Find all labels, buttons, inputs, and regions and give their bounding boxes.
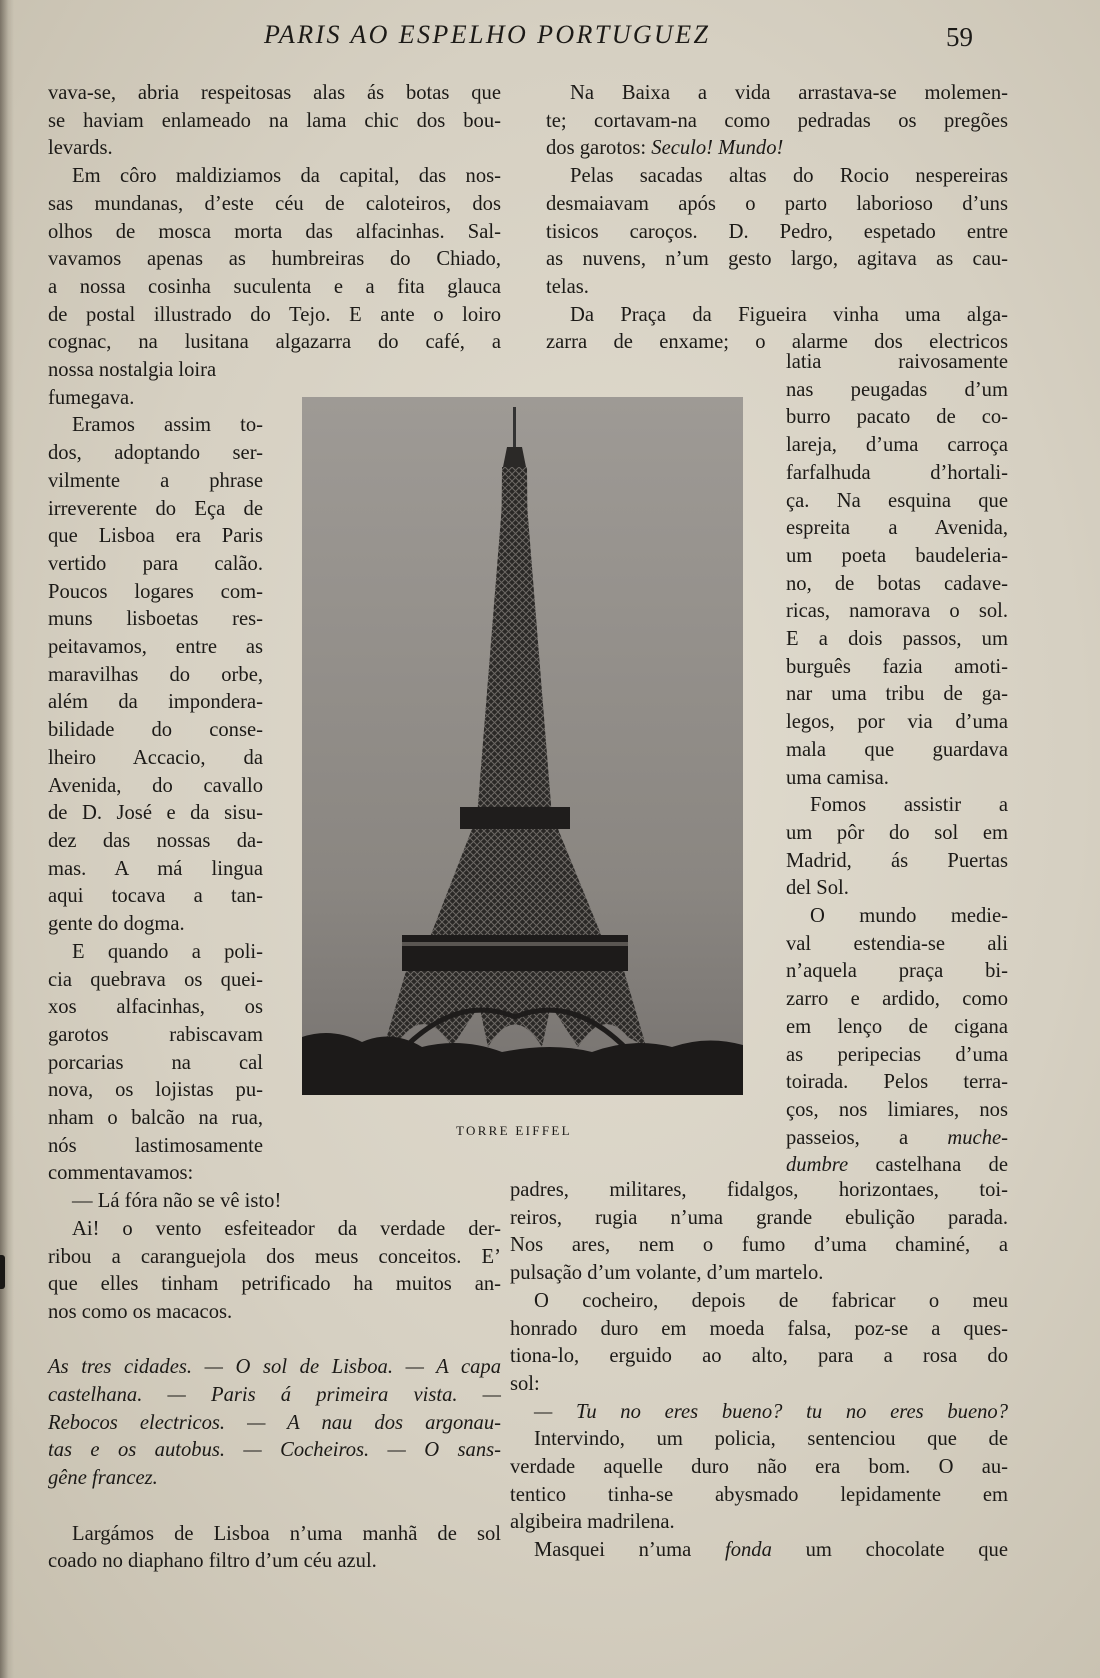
text-line: nós lastimosamente bbox=[48, 1134, 263, 1157]
text-line: nham o balcão na rua, bbox=[48, 1107, 263, 1130]
figure-caption: TORRE EIFFEL bbox=[456, 1123, 572, 1138]
text-line: Avenida, do cavallo bbox=[48, 774, 263, 797]
summary-line: Rebocos electricos. — A nau dos argonau- bbox=[48, 1411, 501, 1434]
text-line: a nossa cosinha suculenta e a fita glauca bbox=[48, 275, 501, 298]
text-line: algibeira madrilena. bbox=[510, 1511, 675, 1534]
text-line: sol: bbox=[510, 1372, 540, 1395]
text-line: Intervindo, um policia, sentenciou que de bbox=[534, 1428, 1008, 1451]
text-line: honrado duro em moeda falsa, poz-se a ques- bbox=[510, 1317, 1008, 1340]
text-line: desmaiavam após o parto laborioso d’uns bbox=[546, 192, 1008, 215]
page-gutter-shadow bbox=[0, 0, 14, 1678]
text-line: O mundo medie- bbox=[810, 905, 1008, 928]
text-line: vava-se, abria respeitosas alas ás botas que bbox=[48, 82, 501, 104]
text-line: levards. bbox=[48, 137, 113, 160]
text-line: burro pacato de co- bbox=[786, 406, 1008, 429]
text-line: O cocheiro, depois de fabricar o meu bbox=[534, 1289, 1008, 1312]
text-line: Largámos de Lisboa n’uma manhã de sol bbox=[72, 1522, 501, 1545]
text-line: — Tu no eres bueno? tu no eres bueno? bbox=[534, 1400, 1008, 1423]
text-line: te; cortavam-na como pedradas os pregões bbox=[546, 109, 1008, 132]
text-line: de postal illustrado do Tejo. E ante o loiro bbox=[48, 303, 501, 326]
text-line: maravilhas do orbe, bbox=[48, 663, 263, 686]
text-line: uma camisa. bbox=[786, 766, 889, 789]
text-line: as peripecias d’uma bbox=[786, 1043, 1008, 1066]
text-line: bilidade do conse- bbox=[48, 719, 263, 742]
text-line: porcarias na cal bbox=[48, 1051, 263, 1074]
text-line: del Sol. bbox=[786, 877, 849, 900]
summary-line: gêne francez. bbox=[48, 1467, 158, 1490]
binding-mark bbox=[0, 1255, 5, 1289]
text-line: espreita a Avenida, bbox=[786, 517, 1008, 540]
text-line: de D. José e da sisu- bbox=[48, 802, 263, 825]
text-line: dos garotos: Seculo! Mundo! bbox=[546, 137, 784, 160]
text-line: dumbre castelhana de bbox=[786, 1154, 1008, 1177]
running-head bbox=[0, 20, 1100, 56]
text-line: gente do dogma. bbox=[48, 913, 185, 936]
text-line: Poucos logares com- bbox=[48, 580, 263, 603]
text-line: commentavamos: bbox=[48, 1162, 194, 1185]
text-line: legos, por via d’uma bbox=[786, 711, 1008, 734]
text-line: aqui tocava a tan- bbox=[48, 885, 263, 908]
text-line: lareja, d’uma carroça bbox=[786, 434, 1008, 457]
text-line: tentico tinha-se abysmado lepidamente em bbox=[510, 1483, 1008, 1506]
text-line: pulsação d’um volante, d’um martelo. bbox=[510, 1262, 824, 1285]
text-line: que Lisboa era Paris bbox=[48, 525, 263, 548]
text-line: n’aquela praça bi- bbox=[786, 960, 1008, 983]
text-line: nar uma tribu de ga- bbox=[786, 683, 1008, 706]
text-line: as nuvens, n’um gesto largo, agitava as cau- bbox=[546, 248, 1008, 271]
text-line: olhos de mosca morta das alfacinhas. Sal- bbox=[48, 220, 501, 243]
text-line: Pelas sacadas altas do Rocio nespereiras bbox=[570, 165, 1008, 188]
text-line: vavamos apenas as humbreiras do Chiado, bbox=[48, 248, 501, 271]
text-line: peitavamos, entre as bbox=[48, 636, 263, 659]
text-line: em lenço de cigana bbox=[786, 1015, 1008, 1038]
text-line: nova, os lojistas pu- bbox=[48, 1079, 263, 1102]
text-line: tiona-lo, erguido ao alto, para a rosa do bbox=[510, 1345, 1008, 1368]
text-line: Fomos assistir a bbox=[810, 794, 1008, 817]
text-line: mala que guardava bbox=[786, 738, 1008, 761]
text-line: fumegava. bbox=[48, 386, 135, 409]
text-line: que elles tinham petrificado ha muitos an- bbox=[48, 1273, 501, 1296]
text-line: passeios, a muche- bbox=[786, 1126, 1008, 1149]
text-line: verdade aquelle duro não era bom. O au- bbox=[510, 1456, 1008, 1479]
text-line: nas peugadas d’um bbox=[786, 378, 1008, 401]
text-line: latia raivosamente bbox=[786, 351, 1008, 373]
eiffel-tower-photo bbox=[302, 397, 743, 1095]
text-line: E quando a poli- bbox=[72, 940, 263, 963]
text-line: telas. bbox=[546, 275, 589, 298]
text-line: Ai! o vento esfeiteador da verdade der- bbox=[72, 1217, 501, 1240]
text-line: reiros, rugia n’uma grande ebulição parada. bbox=[510, 1206, 1008, 1229]
text-line: Em côro maldiziamos da capital, das nos- bbox=[72, 165, 501, 188]
text-line: vertido para calão. bbox=[48, 552, 263, 575]
text-line: Madrid, ás Puertas bbox=[786, 849, 1008, 872]
text-line: lheiro Accacio, da bbox=[48, 746, 263, 769]
text-line: E a dois passos, um bbox=[786, 628, 1008, 651]
text-line: dos, adoptando ser- bbox=[48, 442, 263, 465]
figure bbox=[302, 397, 744, 1095]
text-line: irreverente do Eça de bbox=[48, 497, 263, 520]
running-head-title: PARIS AO ESPELHO PORTUGUEZ bbox=[264, 20, 711, 49]
text-line: cia quebrava os quei- bbox=[48, 968, 263, 991]
text-line: zarro e ardido, como bbox=[786, 988, 1008, 1011]
text-line: Masquei n’uma fonda um chocolate que bbox=[534, 1539, 1008, 1562]
text-line: toirada. Pelos terra- bbox=[786, 1071, 1008, 1094]
text-line: coado no diaphano filtro d’um céu azul. bbox=[48, 1550, 377, 1573]
text-line: sas mundanas, d’este céu de caloteiros, dos bbox=[48, 192, 501, 215]
text-line: nossa nostalgia loira bbox=[48, 359, 217, 382]
text-line: ços, nos limiares, nos bbox=[786, 1098, 1008, 1121]
text-line: cognac, na lusitana algazarra do café, a bbox=[48, 331, 501, 354]
text-line: Nos ares, nem o fumo d’uma chaminé, a bbox=[510, 1234, 1008, 1257]
text-line: mas. A má lingua bbox=[48, 857, 263, 880]
text-line: tisicos caroços. D. Pedro, espetado entre bbox=[546, 220, 1008, 243]
text-line: além da impondera- bbox=[48, 691, 263, 714]
text-line: nos como os macacos. bbox=[48, 1300, 233, 1323]
text-line: burguês fazia amoti- bbox=[786, 655, 1008, 678]
text-line: ribou a caranguejola dos meus conceitos. E’ bbox=[48, 1245, 501, 1268]
text-line: Eramos assim to- bbox=[72, 414, 263, 437]
text-line: Da Praça da Figueira vinha uma alga- bbox=[570, 303, 1008, 326]
summary-line: castelhana. — Paris á primeira vista. — bbox=[48, 1384, 501, 1407]
text-line: — Lá fóra não se vê isto! bbox=[72, 1190, 282, 1213]
text-line: ricas, namorava o sol. bbox=[786, 600, 1008, 623]
text-line: Na Baixa a vida arrastava-se molemen- bbox=[570, 82, 1008, 104]
text-line: padres, militares, fidalgos, horizontaes, toi- bbox=[510, 1179, 1008, 1201]
eiffel-tower-image bbox=[302, 397, 743, 1095]
page-number: 59 bbox=[946, 22, 973, 52]
text-line: um pôr do sol em bbox=[786, 821, 1008, 844]
text-line: um poeta baudeleria- bbox=[786, 544, 1008, 567]
text-line: ça. Na esquina que bbox=[786, 489, 1008, 512]
text-line: vilmente a phrase bbox=[48, 469, 263, 492]
text-line: no, de botas cadave- bbox=[786, 572, 1008, 595]
text-line: se haviam enlameado na lama chic dos bou- bbox=[48, 109, 501, 132]
text-line: garotos rabiscavam bbox=[48, 1023, 263, 1046]
text-line: muns lisboetas res- bbox=[48, 608, 263, 631]
summary-line: tas e os autobus. — Cocheiros. — O sans- bbox=[48, 1439, 501, 1462]
text-line: xos alfacinhas, os bbox=[48, 996, 263, 1019]
text-line: dez das nossas da- bbox=[48, 829, 263, 852]
text-line: farfalhuda d’hortali- bbox=[786, 461, 1008, 484]
text-line: zarra de enxame; o alarme dos electricos bbox=[546, 331, 1008, 354]
text-line: val estendia-se ali bbox=[786, 932, 1008, 955]
summary-line: As tres cidades. — O sol de Lisboa. — A capa bbox=[48, 1356, 501, 1379]
